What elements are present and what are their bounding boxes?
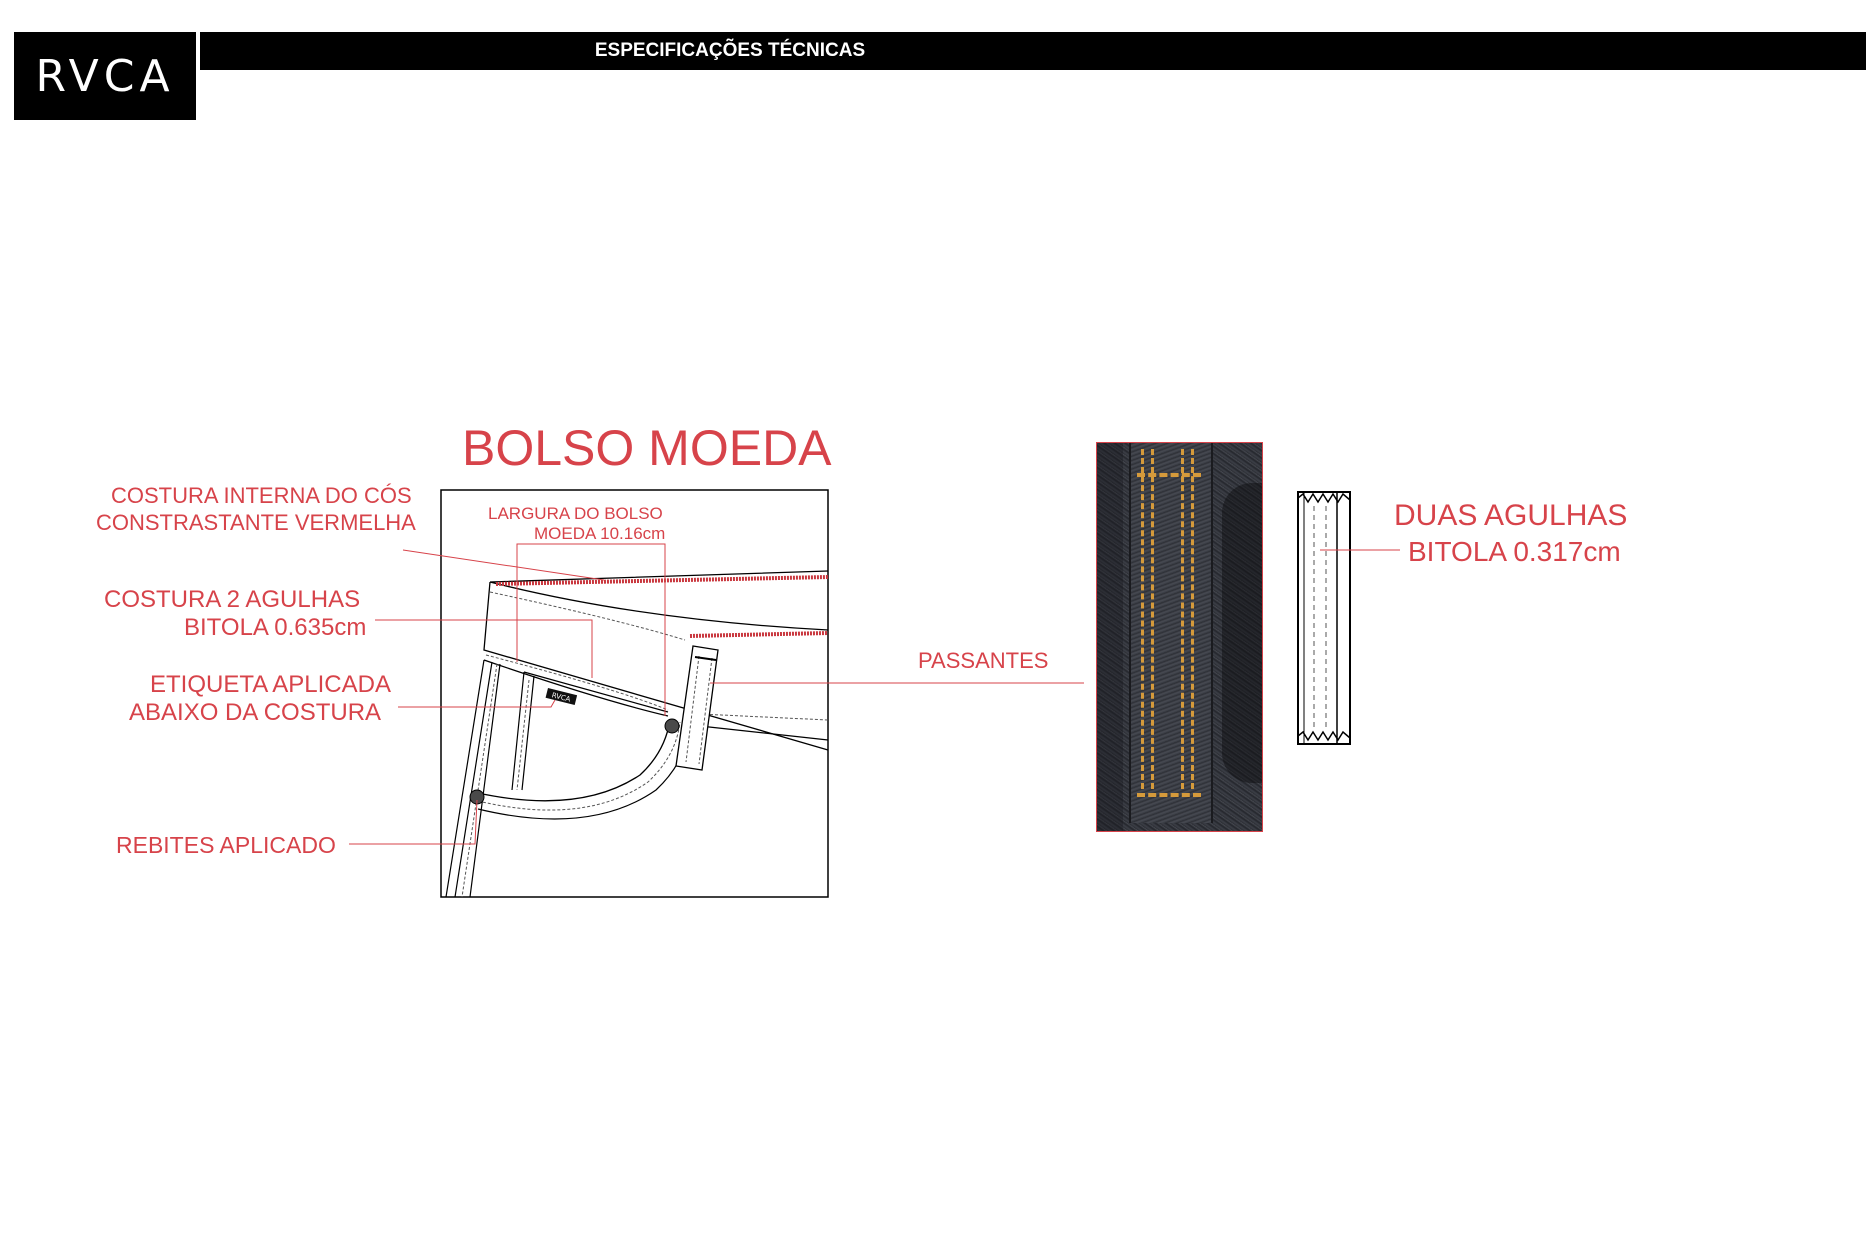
rvca-tag-text: RVCA xyxy=(550,691,572,704)
front-pocket-curve-stitch xyxy=(478,722,680,810)
label-costura-interna-2: CONSTRASTANTE VERMELHA xyxy=(96,510,416,535)
waistband-stitch-2 xyxy=(486,655,828,720)
waistband-stitch-1 xyxy=(490,592,685,640)
waistband-outline xyxy=(484,571,828,750)
label-bitola: BITOLA 0.317cm xyxy=(1408,536,1621,567)
front-pocket-curve xyxy=(478,720,670,801)
front-fly-stitch xyxy=(462,664,497,897)
label-largura-2: MOEDA 10.16cm xyxy=(534,524,666,543)
rivet-top xyxy=(665,719,679,733)
label-duas-agulhas: DUAS AGULHAS xyxy=(1394,499,1628,532)
waistband-red-stitch-right xyxy=(690,633,828,636)
label-costura-2-agulhas-2: BITOLA 0.635cm xyxy=(184,614,367,641)
label-costura-2-agulhas-1: COSTURA 2 AGULHAS xyxy=(104,586,361,613)
label-etiqueta-1: ETIQUETA APLICADA xyxy=(150,671,391,698)
brand-logo-text: RVCA xyxy=(35,50,175,102)
leader-costura-interna xyxy=(403,550,604,580)
label-etiqueta-2: ABAIXO DA COSTURA xyxy=(129,699,382,726)
label-rebites: REBITES APLICADO xyxy=(116,832,336,858)
belt-loop-photo xyxy=(1096,442,1263,832)
coin-pocket-outline xyxy=(512,672,668,790)
two-needle-diagram xyxy=(1298,492,1350,744)
header-title: ESPECIFICAÇÕES TÉCNICAS xyxy=(594,40,866,61)
label-passantes: PASSANTES xyxy=(918,648,1049,673)
label-costura-interna-1: COSTURA INTERNA DO CÓS xyxy=(111,483,412,508)
rvca-tag xyxy=(546,688,578,705)
label-largura-1: LARGURA DO BOLSO xyxy=(488,504,663,523)
page-title: BOLSO MOEDA xyxy=(462,420,832,476)
